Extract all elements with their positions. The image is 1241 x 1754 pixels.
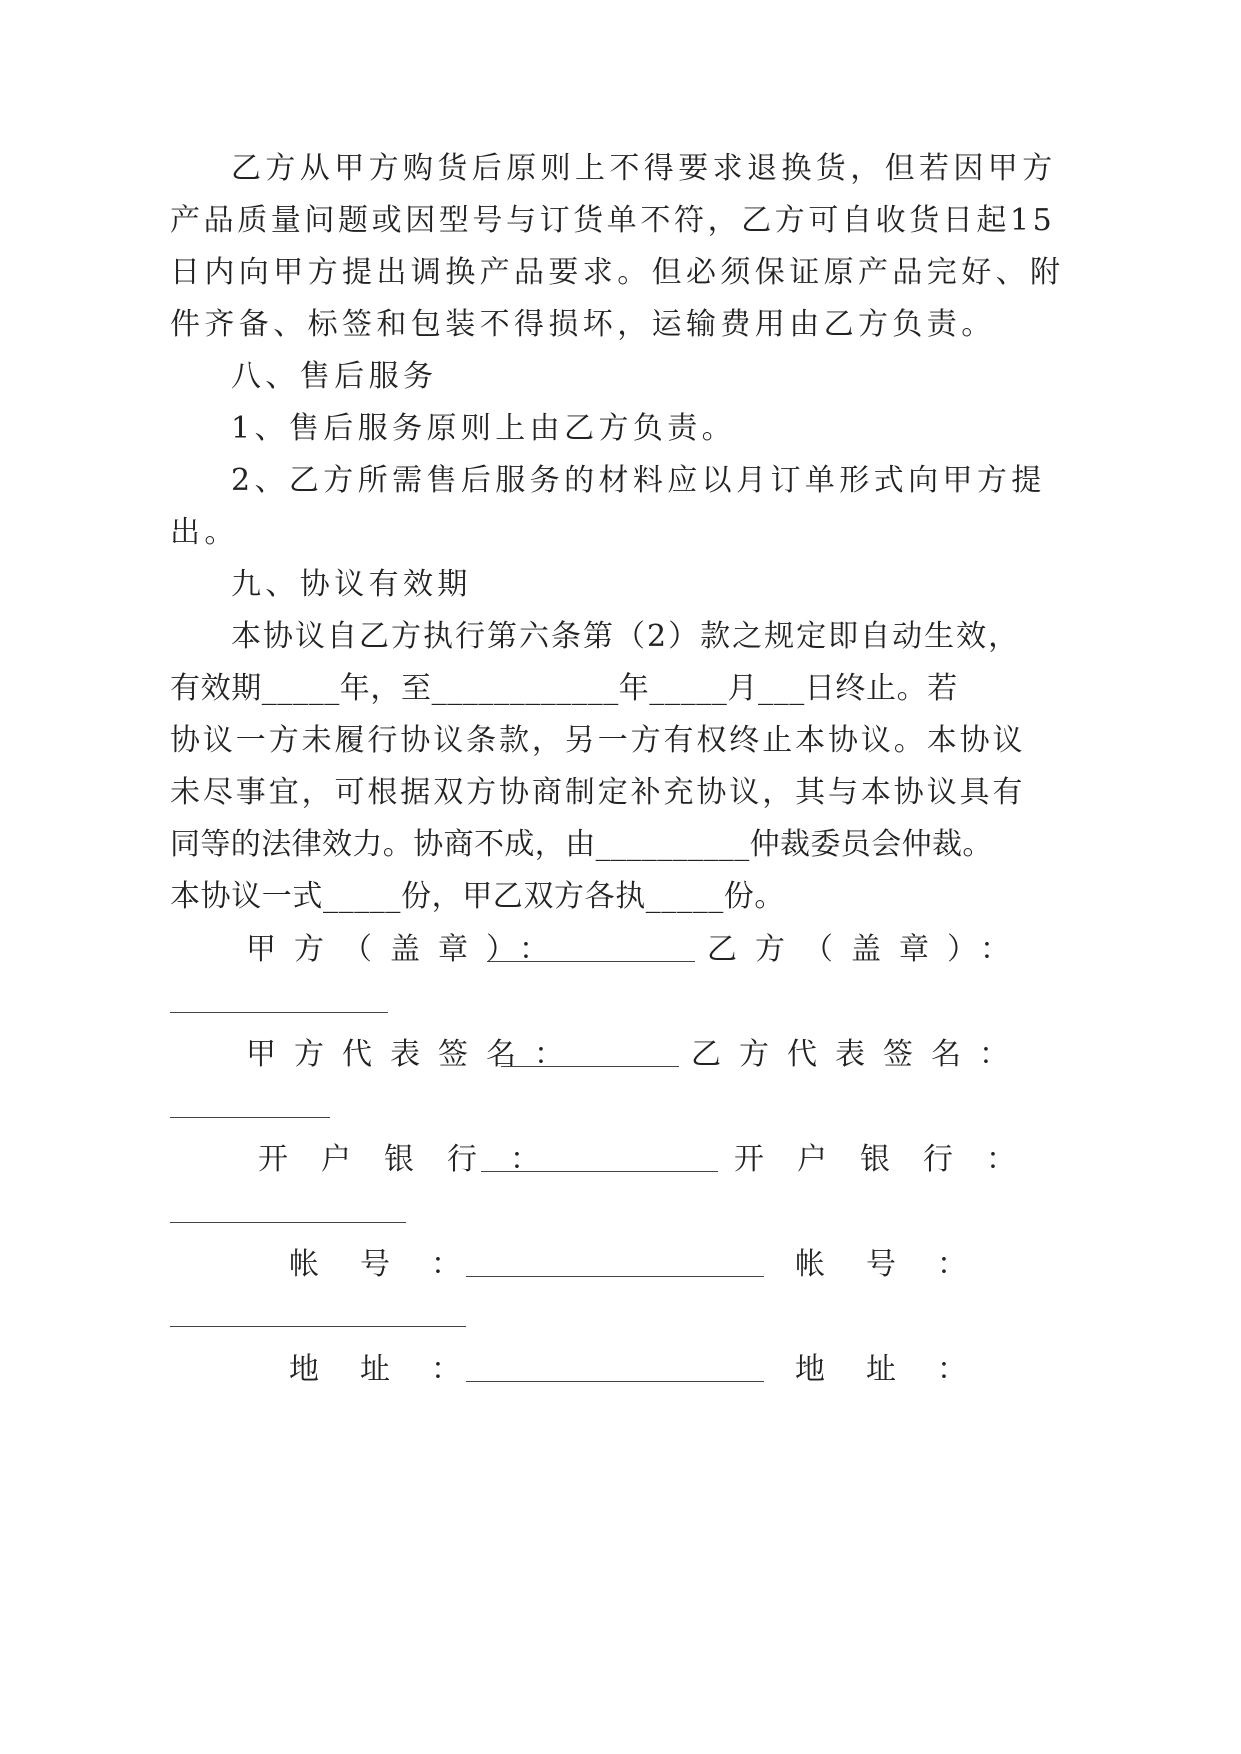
party-b-rep-blank	[170, 1117, 330, 1118]
text: 2、乙方所需售后服务的材料应以月订单形式向甲方提	[231, 463, 1046, 498]
text: 协议一方未履行协议条款，另一方有权终止本协议。本协议	[170, 723, 1026, 758]
text: 帐号：	[795, 1247, 1008, 1282]
section-heading	[0, 357, 1241, 397]
paragraph-line	[0, 825, 1241, 865]
paragraph-line	[0, 877, 1241, 917]
text: 1、售后服务原则上由乙方负责。	[231, 411, 737, 446]
paragraph-line	[0, 669, 1241, 709]
text: 地址：	[289, 1352, 502, 1387]
paragraph-line	[0, 773, 1241, 813]
section-heading	[0, 565, 1241, 605]
paragraph-line	[0, 201, 1241, 241]
text: 本协议一式_____份，甲乙双方各执_____份。	[170, 879, 785, 914]
text: 开户银行：	[734, 1142, 1049, 1177]
text: 乙方从甲方购货后原则上不得要求退换货，但若因甲方	[231, 151, 1057, 186]
text: 甲方代表签名：	[246, 1037, 582, 1072]
party-b-seal-label	[0, 930, 1241, 970]
text: 开户银行：	[258, 1142, 573, 1177]
text: 地址：	[795, 1352, 1008, 1387]
text: 甲方（盖章）：	[246, 932, 567, 967]
text: 本协议自乙方执行第六条第（2）款之规定即自动生效，	[231, 619, 1021, 654]
text: 同等的法律效力。协商不成，由__________仲裁委员会仲裁。	[170, 827, 993, 862]
account-b-label	[0, 1245, 1241, 1285]
text: 出。	[170, 515, 239, 550]
paragraph-line	[0, 149, 1241, 189]
paragraph-line	[0, 305, 1241, 345]
bank-b-blank	[170, 1222, 406, 1223]
text: 乙方（盖章）：	[707, 932, 1028, 967]
text: 乙方代表签名：	[691, 1037, 1027, 1072]
text: 有效期_____年，至____________年_____月___日终止。若	[170, 671, 958, 706]
text: 未尽事宜，可根据双方协商制定补充协议，其与本协议具有	[170, 775, 1026, 810]
text: 产品质量问题或因型号与订货单不符，乙方可自收货日起15	[170, 203, 1056, 238]
text: 日内向甲方提出调换产品要求。但必须保证原产品完好、附	[170, 255, 1065, 290]
party-b-seal-blank	[170, 1012, 388, 1013]
paragraph-line	[0, 409, 1241, 449]
text: 件齐备、标签和包装不得损坏，运输费用由乙方负责。	[170, 307, 996, 342]
party-b-rep-label	[0, 1035, 1241, 1075]
paragraph-line	[0, 461, 1241, 501]
paragraph-line	[0, 721, 1241, 761]
paragraph-line	[0, 617, 1241, 657]
text: 帐号：	[289, 1247, 502, 1282]
paragraph-line	[0, 253, 1241, 293]
account-b-blank	[170, 1326, 466, 1327]
paragraph-line	[0, 513, 1241, 553]
text: 八、售后服务	[231, 359, 438, 394]
bank-b-label	[0, 1140, 1241, 1180]
address-b-label	[0, 1350, 1241, 1390]
text: 九、协议有效期	[231, 567, 472, 602]
